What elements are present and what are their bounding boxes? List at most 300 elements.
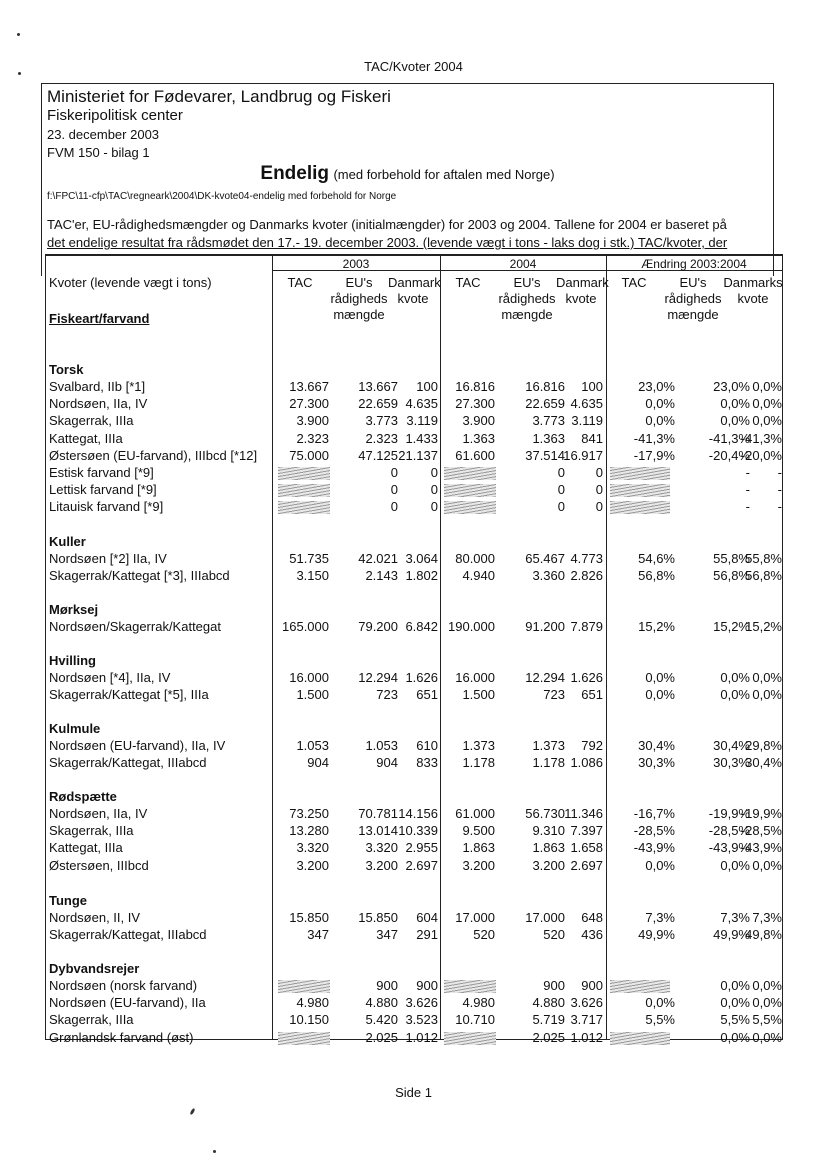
table-cell: 10.710 [455, 1012, 495, 1027]
table-cell: -43,9% [708, 840, 750, 855]
table-cell: 0 [595, 499, 603, 514]
table-cell: 7,3% [645, 910, 675, 925]
col-tac: TAC [287, 275, 313, 290]
table-cell: 49,8% [745, 927, 782, 942]
table-cell: 1.373 [532, 738, 565, 753]
hatched-cell [444, 980, 496, 993]
table-cell: 651 [416, 687, 438, 702]
row-label: Skagerrak/Kattegat [*3], IIIabcd [49, 568, 230, 583]
scan-speck [18, 72, 21, 75]
table-cell: 0,0% [720, 858, 750, 873]
group-title: Rødspætte [49, 789, 117, 804]
table-cell: 1.178 [532, 755, 565, 770]
col-dk: kvote [565, 291, 597, 306]
row-label: Litauisk farvand [*9] [49, 499, 164, 514]
table-cell: 610 [416, 738, 438, 753]
table-cell: 42.021 [358, 551, 398, 566]
table-cell: 9.500 [462, 823, 495, 838]
table-cell: 1.053 [296, 738, 329, 753]
table-cell: 13.280 [289, 823, 329, 838]
table-cell: 1.863 [462, 840, 495, 855]
table-cell: 1.053 [365, 738, 398, 753]
document-ref: FVM 150 - bilag 1 [47, 145, 150, 160]
col-eu: rådigheds [330, 291, 388, 306]
table-cell: 0 [595, 465, 603, 480]
col-eu: EU's [679, 275, 707, 290]
col-dk: Danmarks [723, 275, 783, 290]
table-cell: 0,0% [645, 687, 675, 702]
table-cell: 3.523 [405, 1012, 438, 1027]
row-label: Nordsøen [*4], IIa, IV [49, 670, 171, 685]
table-cell: 49,9% [713, 927, 750, 942]
col-eu: EU's [513, 275, 541, 290]
table-cell: 23,0% [638, 379, 675, 394]
table-cell: 1.626 [405, 670, 438, 685]
table-cell: 10.150 [289, 1012, 329, 1027]
table-cell: 3.773 [365, 413, 398, 428]
table-cell: 3.200 [365, 858, 398, 873]
scan-speck [17, 33, 20, 36]
document-date: 23. december 2003 [47, 127, 160, 142]
col-eu: mængde [333, 307, 385, 322]
table-cell: 0,0% [752, 995, 782, 1010]
table-cell: 9.310 [532, 823, 565, 838]
row-label: Nordsøen, IIa, IV [49, 806, 148, 821]
table-cell: 73.250 [289, 806, 329, 821]
fiskeart-label: Fiskeart/farvand [49, 311, 150, 326]
table-cell: 7,3% [752, 910, 782, 925]
col-tac: TAC [455, 275, 481, 290]
group-title: Torsk [49, 362, 84, 377]
table-cell: 3.773 [532, 413, 565, 428]
table-cell: 6.842 [405, 619, 438, 634]
table-cell: 75.000 [289, 448, 329, 463]
table-cell: 5.719 [532, 1012, 565, 1027]
table-cell: 12.294 [525, 670, 565, 685]
table-cell: 0,0% [720, 396, 750, 411]
row-label: Lettisk farvand [*9] [49, 482, 157, 497]
table-cell: 80.000 [455, 551, 495, 566]
quota-table [45, 254, 783, 1045]
table-cell: 30,3% [713, 755, 750, 770]
table-cell: 56,8% [745, 568, 782, 583]
table-cell: 27.300 [455, 396, 495, 411]
group-title: Mørksej [49, 602, 99, 617]
hatched-cell [444, 501, 496, 514]
table-cell: 79.200 [358, 619, 398, 634]
row-label: Kattegat, IIIa [49, 840, 123, 855]
table-cell: -16,7% [633, 806, 675, 821]
page-footer: Side 1 [395, 1085, 432, 1100]
table-cell: 0,0% [752, 670, 782, 685]
table-cell: 0 [557, 465, 565, 480]
table-cell: 2.826 [570, 568, 603, 583]
table-cell: 4.880 [532, 995, 565, 1010]
table-cell: 0 [430, 499, 438, 514]
table-cell: -43,9% [740, 840, 782, 855]
table-cell: 51.735 [289, 551, 329, 566]
table-cell: -41,3% [740, 431, 782, 446]
table-cell: 3.717 [570, 1012, 603, 1027]
row-label: Kattegat, IIIa [49, 431, 123, 446]
table-cell: 1.626 [570, 670, 603, 685]
table-cell: 347 [376, 927, 398, 942]
table-cell: 900 [376, 978, 398, 993]
row-label: Nordsøen [*2] IIa, IV [49, 551, 167, 566]
table-cell: 2.025 [365, 1030, 398, 1045]
table-cell: 2.955 [405, 840, 438, 855]
table-cell: 17.000 [455, 910, 495, 925]
table-cell: 16.000 [455, 670, 495, 685]
table-cell: 841 [581, 431, 603, 446]
description-line-2: det endelige resultat fra rådsmødet den 17.- 19. december 2003. (levende vægt i tons - laks dog i stk.) TAC/kvoter, der [47, 235, 728, 250]
row-label: Nordsøen/Skagerrak/Kattegat [49, 619, 221, 634]
hatched-cell [444, 1032, 496, 1045]
table-cell: 0,0% [720, 687, 750, 702]
table-cell: 5,5% [720, 1012, 750, 1027]
row-label: Nordsøen (EU-farvand), IIa [49, 995, 206, 1010]
table-cell: 833 [416, 755, 438, 770]
table-cell: 0,0% [752, 687, 782, 702]
table-cell: 100 [416, 379, 438, 394]
table-cell: 2.697 [405, 858, 438, 873]
hatched-cell [444, 484, 496, 497]
table-cell: -43,9% [633, 840, 675, 855]
row-label: Estisk farvand [*9] [49, 465, 154, 480]
table-cell: 100 [581, 379, 603, 394]
table-cell: 3.150 [296, 568, 329, 583]
table-cell: 648 [581, 910, 603, 925]
hatched-cell [610, 1032, 670, 1045]
row-label: Østersøen, IIIbcd [49, 858, 149, 873]
table-cell: 21.137 [398, 448, 438, 463]
row-label: Nordsøen (EU-farvand), IIa, IV [49, 738, 226, 753]
table-cell: - [745, 482, 750, 497]
table-cell: 4.940 [462, 568, 495, 583]
headline-big: Endelig [260, 163, 330, 184]
table-cell: 4.980 [462, 995, 495, 1010]
table-cell: 0,0% [752, 396, 782, 411]
group-title: Kuller [49, 534, 86, 549]
column-divider [272, 256, 273, 1039]
table-cell: -17,9% [633, 448, 675, 463]
table-cell: 4.880 [365, 995, 398, 1010]
table-cell: 5,5% [645, 1012, 675, 1027]
year-header: Ændring 2003:2004 [641, 257, 747, 271]
table-cell: 17.000 [525, 910, 565, 925]
table-cell: 436 [581, 927, 603, 942]
col-eu: mængde [501, 307, 553, 322]
table-cell: 0,0% [752, 858, 782, 873]
table-cell: 3.119 [406, 413, 438, 428]
hatched-cell [278, 980, 330, 993]
table-cell: 70.781 [358, 806, 398, 821]
table-cell: 4.635 [570, 396, 603, 411]
row-label: Skagerrak/Kattegat, IIIabcd [49, 755, 207, 770]
table-cell: 10.339 [398, 823, 438, 838]
table-cell: 0 [430, 465, 438, 480]
table-cell: 0,0% [645, 396, 675, 411]
table-cell: 1.802 [405, 568, 438, 583]
table-cell: - [777, 499, 782, 514]
table-cell: 16.917 [563, 448, 603, 463]
table-cell: 30,4% [713, 738, 750, 753]
table-cell: 1.363 [462, 431, 495, 446]
group-title: Tunge [49, 893, 88, 908]
table-cell: 0,0% [645, 413, 675, 428]
table-cell: 5.420 [365, 1012, 398, 1027]
table-cell: 13.014 [358, 823, 398, 838]
table-cell: - [777, 482, 782, 497]
table-cell: 3.360 [532, 568, 565, 583]
row-label: Nordsøen (norsk farvand) [49, 978, 198, 993]
table-cell: 47.125 [358, 448, 398, 463]
headline-small: (med forbehold for aftalen med Norge) [333, 167, 555, 182]
table-cell: -41,3% [708, 431, 750, 446]
col-dk: Danmark [388, 275, 441, 290]
table-cell: 22.659 [525, 396, 565, 411]
table-cell: 14.156 [398, 806, 438, 821]
table-cell: 651 [581, 687, 603, 702]
table-cell: 7.397 [570, 823, 603, 838]
group-title: Hvilling [49, 653, 96, 668]
table-cell: 5,5% [752, 1012, 782, 1027]
description-line-1: TAC'er, EU-rådighedsmængder og Danmarks kvoter (initialmængder) for 2003 og 2004. Tallene for 2004 er baseret på [47, 217, 727, 232]
table-cell: 0,0% [645, 995, 675, 1010]
table-cell: 3.119 [571, 413, 603, 428]
page-title: TAC/Kvoter 2004 [364, 59, 463, 74]
table-cell: 7,3% [720, 910, 750, 925]
table-cell: -20,4% [708, 448, 750, 463]
table-cell: - [745, 499, 750, 514]
header-box [41, 83, 774, 276]
row-label: Skagerrak/Kattegat, IIIabcd [49, 927, 207, 942]
table-cell: 4.635 [405, 396, 438, 411]
table-cell: 1.500 [462, 687, 495, 702]
table-cell: 3.626 [405, 995, 438, 1010]
table-cell: 1.433 [405, 431, 438, 446]
table-cell: 11.346 [564, 806, 603, 821]
table-cell: 291 [416, 927, 438, 942]
table-cell: 0,0% [720, 1030, 750, 1045]
year-header: 2003 [342, 257, 370, 271]
table-cell: 190.000 [448, 619, 495, 634]
table-cell: 1.863 [532, 840, 565, 855]
table-cell: 23,0% [713, 379, 750, 394]
table-cell: 15.850 [358, 910, 398, 925]
table-cell: 0,0% [752, 978, 782, 993]
table-cell: 3.200 [462, 858, 495, 873]
table-cell: 13.667 [358, 379, 398, 394]
row-label: Skagerrak, IIIa [49, 413, 134, 428]
hatched-cell [610, 980, 670, 993]
table-cell: -28,5% [708, 823, 750, 838]
table-cell: 2.143 [365, 568, 398, 583]
table-cell: 0,0% [752, 1030, 782, 1045]
table-cell: -19,9% [740, 806, 782, 821]
table-cell: 22.659 [358, 396, 398, 411]
table-cell: 3.200 [296, 858, 329, 873]
hatched-cell [610, 484, 670, 497]
table-cell: 2.323 [365, 431, 398, 446]
table-cell: 792 [581, 738, 603, 753]
headline [42, 163, 773, 185]
table-cell: 15.850 [289, 910, 329, 925]
table-cell: 1.373 [462, 738, 495, 753]
table-cell: 55,8% [713, 551, 750, 566]
table-cell: 1.178 [462, 755, 495, 770]
table-cell: 2.323 [296, 431, 329, 446]
col-eu: mængde [667, 307, 719, 322]
table-cell: 3.320 [296, 840, 329, 855]
table-cell: 16.816 [455, 379, 495, 394]
table-cell: 13.667 [289, 379, 329, 394]
table-cell: 904 [376, 755, 398, 770]
table-cell: 604 [416, 910, 438, 925]
table-cell: 1.012 [570, 1030, 603, 1045]
hatched-cell [278, 467, 330, 480]
table-cell: 1.658 [570, 840, 603, 855]
table-cell: -19,9% [708, 806, 750, 821]
table-cell: 520 [543, 927, 565, 942]
table-cell: 0,0% [720, 413, 750, 428]
table-cell: 0 [430, 482, 438, 497]
table-cell: 30,4% [638, 738, 675, 753]
table-cell: 0,0% [752, 379, 782, 394]
table-cell: 900 [543, 978, 565, 993]
row-label: Skagerrak, IIIa [49, 823, 134, 838]
table-cell: 16.816 [525, 379, 565, 394]
hatched-cell [444, 467, 496, 480]
kvoter-label: Kvoter (levende vægt i tons) [49, 275, 212, 290]
table-cell: - [777, 465, 782, 480]
table-cell: 3.064 [405, 551, 438, 566]
table-cell: 49,9% [638, 927, 675, 942]
hatched-cell [610, 467, 670, 480]
table-cell: 3.900 [296, 413, 329, 428]
table-cell: 347 [307, 927, 329, 942]
table-cell: 61.000 [455, 806, 495, 821]
table-cell: 0,0% [752, 413, 782, 428]
table-cell: 15,2% [745, 619, 782, 634]
hatched-cell [278, 484, 330, 497]
col-eu: EU's [345, 275, 373, 290]
table-cell: -20,0% [740, 448, 782, 463]
table-cell: 0,0% [645, 670, 675, 685]
group-title: Dybvandsrejer [49, 961, 140, 976]
table-cell: - [745, 465, 750, 480]
table-cell: 15,2% [713, 619, 750, 634]
table-cell: -28,5% [740, 823, 782, 838]
table-cell: 0,0% [720, 978, 750, 993]
table-cell: 56.730 [525, 806, 565, 821]
table-cell: 1.086 [570, 755, 603, 770]
ministry-name: Ministeriet for Fødevarer, Landbrug og Fiskeri [47, 87, 391, 106]
col-eu: rådigheds [664, 291, 722, 306]
row-label: Grønlandsk farvand (øst) [49, 1030, 194, 1045]
table-cell: -28,5% [633, 823, 675, 838]
table-cell: 56,8% [713, 568, 750, 583]
row-label: Skagerrak/Kattegat [*5], IIIa [49, 687, 209, 702]
table-cell: 0 [557, 482, 565, 497]
table-cell: 1.500 [296, 687, 329, 702]
table-cell: 12.294 [358, 670, 398, 685]
table-cell: 7.879 [570, 619, 603, 634]
table-cell: 3.320 [365, 840, 398, 855]
table-cell: 30,4% [745, 755, 782, 770]
scan-speck [189, 1108, 195, 1116]
table-cell: -41,3% [633, 431, 675, 446]
col-tac: TAC [621, 275, 647, 290]
table-cell: 15,2% [638, 619, 675, 634]
table-cell: 0,0% [720, 995, 750, 1010]
table-cell: 2.025 [532, 1030, 565, 1045]
table-cell: 0 [390, 482, 398, 497]
center-name: Fiskeripolitisk center [47, 107, 183, 124]
table-cell: 56,8% [638, 568, 675, 583]
table-cell: 723 [376, 687, 398, 702]
table-cell: 900 [416, 978, 438, 993]
scan-speck [213, 1150, 216, 1153]
table-cell: 0,0% [720, 670, 750, 685]
table-cell: 165.000 [282, 619, 329, 634]
column-divider [440, 256, 441, 1039]
group-title: Kulmule [49, 721, 101, 736]
table-cell: 520 [473, 927, 495, 942]
table-cell: 55,8% [745, 551, 782, 566]
table-cell: 0,0% [645, 858, 675, 873]
hatched-cell [278, 501, 330, 514]
table-cell: 3.200 [532, 858, 565, 873]
table-cell: 0 [390, 499, 398, 514]
hatched-cell [610, 501, 670, 514]
table-cell: 65.467 [525, 551, 565, 566]
table-cell: 0 [595, 482, 603, 497]
table-cell: 0 [390, 465, 398, 480]
table-cell: 2.697 [570, 858, 603, 873]
year-header: 2004 [509, 257, 537, 271]
table-cell: 3.900 [462, 413, 495, 428]
file-path: f:\FPC\11-cfp\TAC\regneark\2004\DK-kvote04-endelig med forbehold for Norge [47, 191, 397, 202]
hatched-cell [278, 1032, 330, 1045]
row-label: Østersøen (EU-farvand), IIIbcd [*12] [49, 448, 258, 463]
table-cell: 16.000 [289, 670, 329, 685]
table-cell: 3.626 [570, 995, 603, 1010]
table-cell: 27.300 [289, 396, 329, 411]
row-label: Nordsøen, IIa, IV [49, 396, 148, 411]
table-cell: 37.514 [525, 448, 565, 463]
row-label: Nordsøen, II, IV [49, 910, 141, 925]
table-cell: 723 [543, 687, 565, 702]
table-cell: 61.600 [455, 448, 495, 463]
col-eu: rådigheds [498, 291, 556, 306]
table-cell: 900 [581, 978, 603, 993]
table-cell: 1.012 [405, 1030, 438, 1045]
col-dk: kvote [397, 291, 429, 306]
table-cell: 4.773 [570, 551, 603, 566]
row-label: Skagerrak, IIIa [49, 1012, 134, 1027]
col-dk: kvote [737, 291, 769, 306]
table-cell: 54,6% [638, 551, 675, 566]
table-cell: 904 [307, 755, 329, 770]
table-cell: 1.363 [532, 431, 565, 446]
table-cell: 0 [557, 499, 565, 514]
table-cell: 4.980 [296, 995, 329, 1010]
table-cell: 91.200 [525, 619, 565, 634]
table-cell: 29,8% [745, 738, 782, 753]
row-label: Svalbard, IIb [*1] [49, 379, 146, 394]
column-divider [606, 256, 607, 1039]
